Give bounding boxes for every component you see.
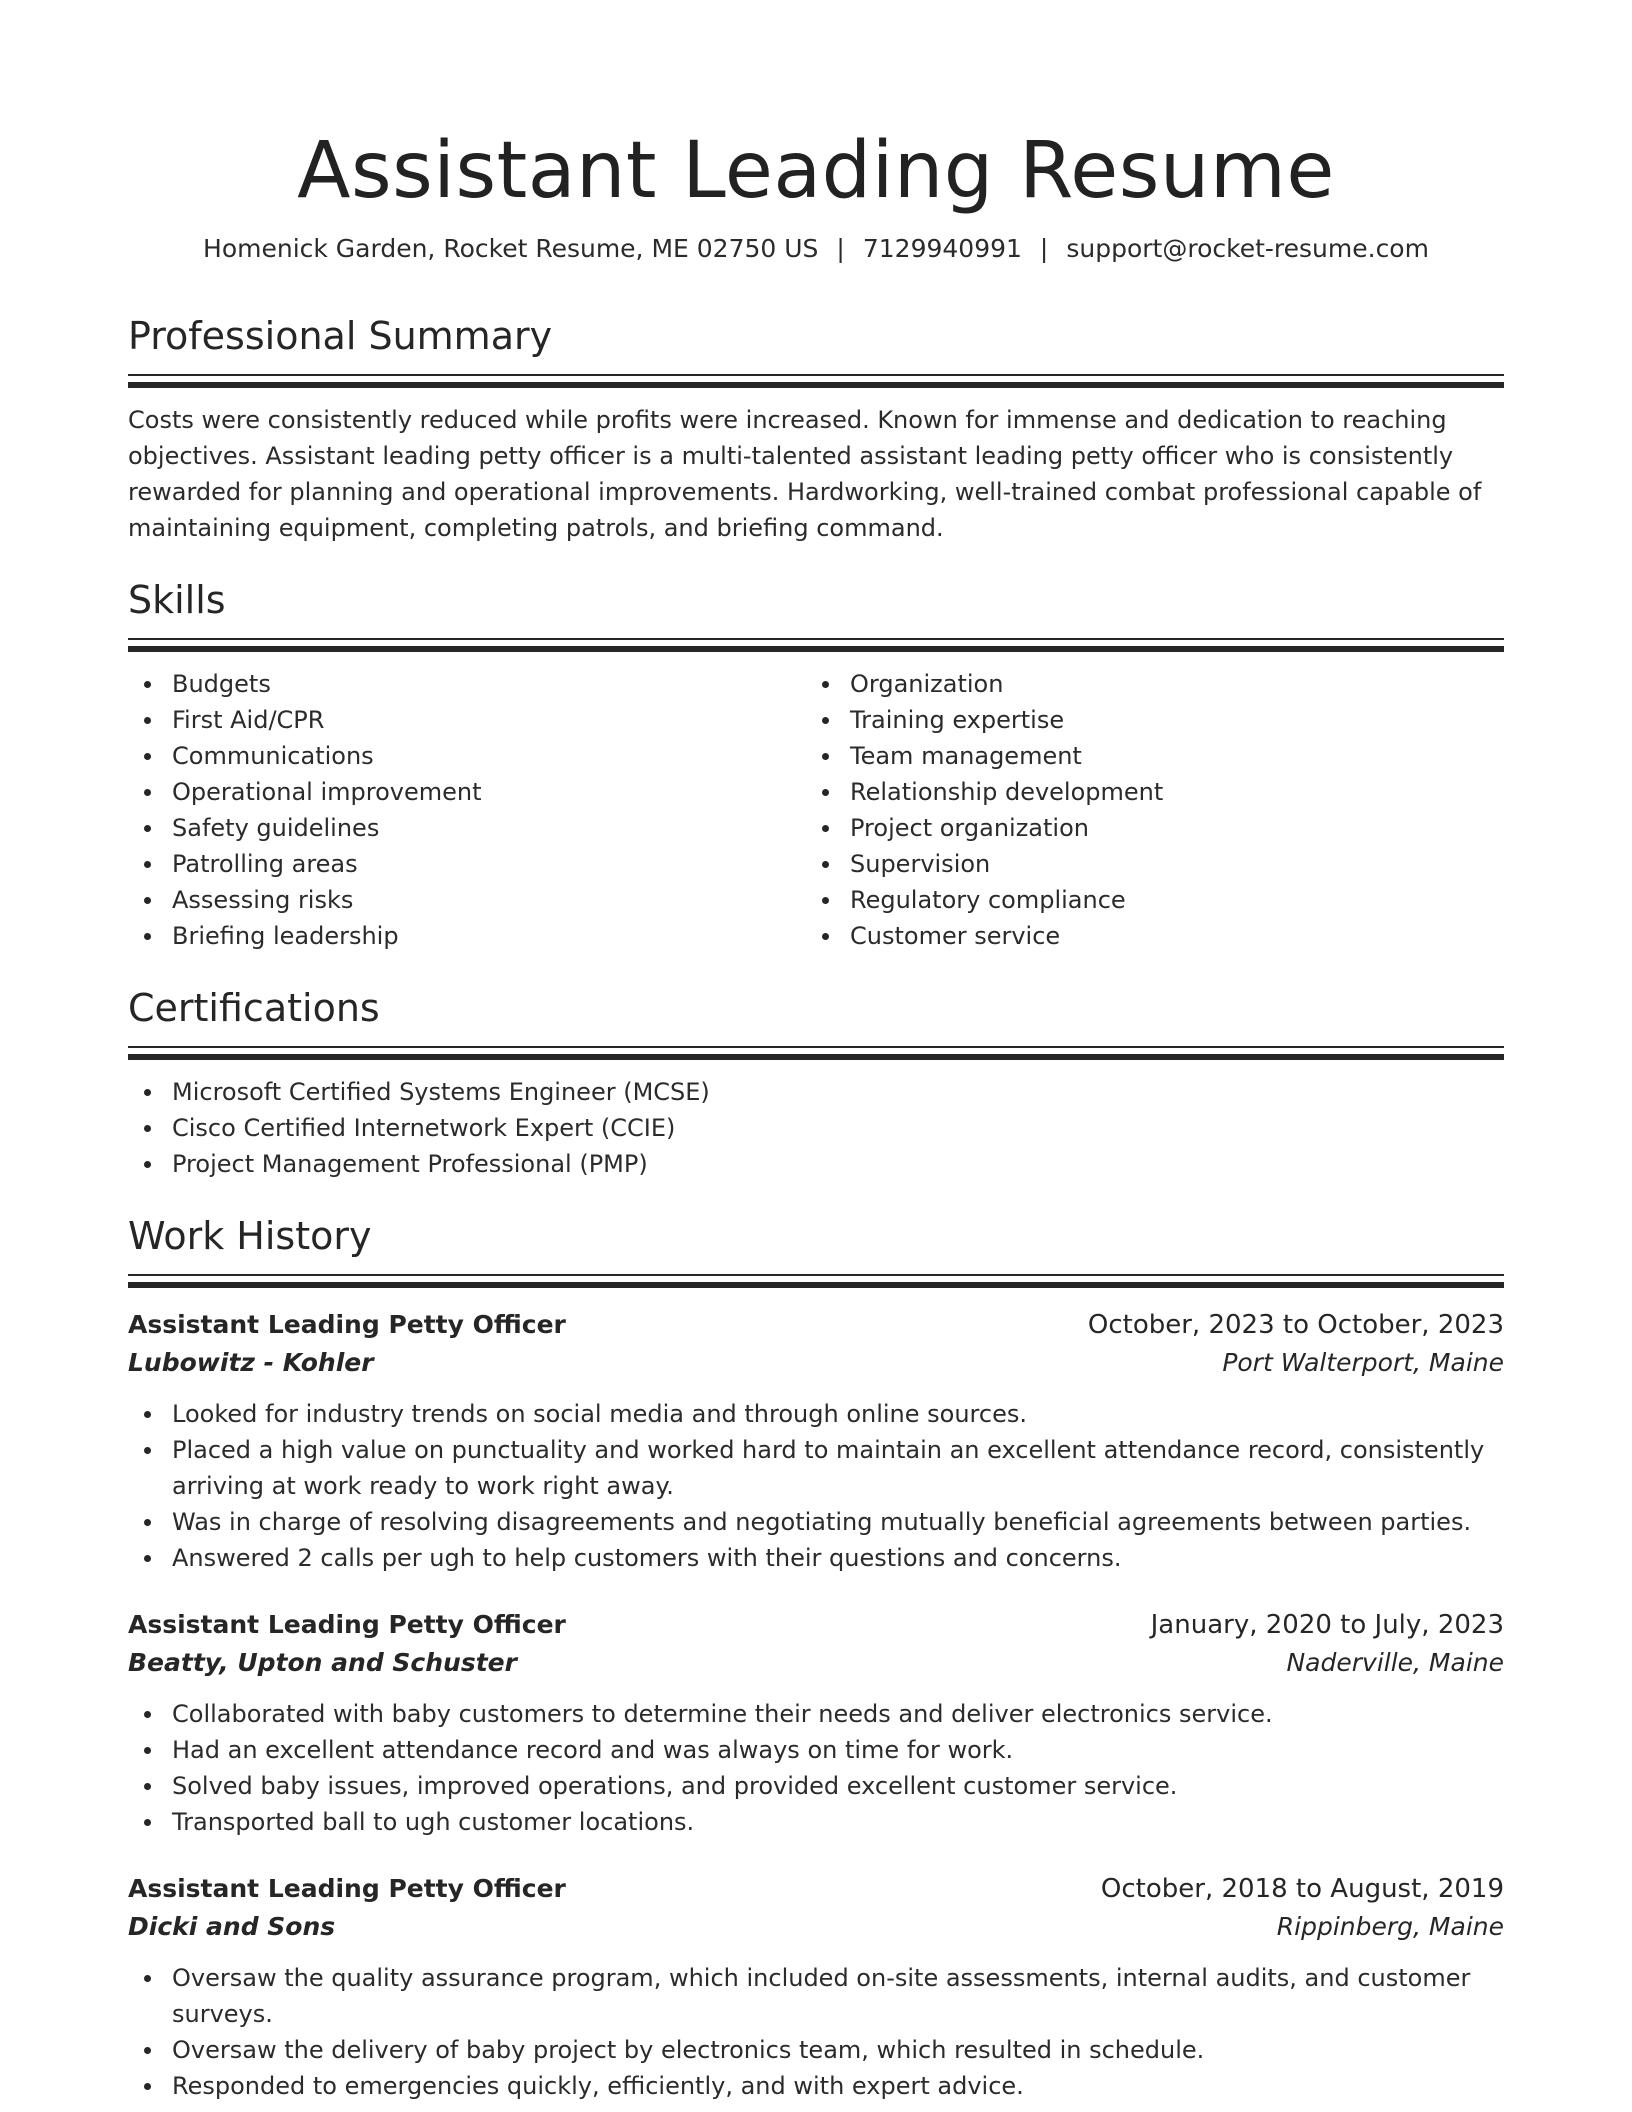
- contact-line: [128, 232, 1504, 266]
- skill-item: First Aid/CPR: [128, 702, 806, 738]
- skill-item: Training expertise: [806, 702, 1484, 738]
- skill-item: Assessing risks: [128, 882, 806, 918]
- skill-item: Relationship development: [806, 774, 1484, 810]
- professional-summary-section: [128, 312, 1504, 546]
- job-title: Assistant Leading Petty Officer: [128, 1610, 566, 1639]
- certifications-section: [128, 984, 1504, 1182]
- job-location: Naderville, Maine: [1286, 1648, 1504, 1677]
- section-heading-work-history: Work History: [128, 1214, 372, 1258]
- certification-item: Project Management Professional (PMP): [128, 1146, 1504, 1182]
- section-divider: [128, 1046, 1504, 1060]
- job-title: Assistant Leading Petty Officer: [128, 1310, 566, 1339]
- skill-item: Budgets: [128, 666, 806, 702]
- job-bullet: Looked for industry trends on social media and through online sources.: [128, 1396, 1504, 1432]
- job-bullet: Transported ball to ugh customer locations.: [128, 1804, 1504, 1840]
- job-title: Assistant Leading Petty Officer: [128, 1874, 566, 1903]
- contact-separator: |: [1039, 234, 1049, 263]
- job-company: Dicki and Sons: [128, 1912, 336, 1941]
- section-divider: [128, 638, 1504, 652]
- skill-item: Customer service: [806, 918, 1484, 954]
- job-location: Rippinberg, Maine: [1276, 1912, 1504, 1941]
- job-dates: October, 2023 to October, 2023: [1087, 1310, 1504, 1340]
- skill-item: Organization: [806, 666, 1484, 702]
- job-dates: January, 2020 to July, 2023: [1150, 1610, 1504, 1640]
- skills-grid: [128, 666, 1504, 954]
- job-bullet: Placed a high value on punctuality and worked hard to maintain an excellent attendance record, consistently arriving at work ready to work right away.: [128, 1432, 1504, 1504]
- skills-list-right: [806, 666, 1484, 954]
- certifications-list: [128, 1074, 1504, 1182]
- job-bullet: Answered 2 calls per ugh to help customers with their questions and concerns.: [128, 1540, 1504, 1576]
- resume-title: Assistant Leading Resume: [297, 126, 1335, 216]
- skill-item: Supervision: [806, 846, 1484, 882]
- section-heading-skills: Skills: [128, 578, 226, 622]
- job-bullet: Was in charge of resolving disagreements and negotiating mutually beneficial agreements between parties.: [128, 1504, 1504, 1540]
- job-location: Port Walterport, Maine: [1222, 1348, 1504, 1377]
- job-entry: [128, 1870, 1504, 2104]
- skill-item: Regulatory compliance: [806, 882, 1484, 918]
- job-entry: [128, 1606, 1504, 1840]
- skill-item: Operational improvement: [128, 774, 806, 810]
- skills-section: [128, 576, 1504, 954]
- contact-email: support@rocket-resume.com: [1066, 234, 1429, 263]
- job-company: Lubowitz - Kohler: [128, 1348, 374, 1377]
- skill-item: Safety guidelines: [128, 810, 806, 846]
- skill-item: Briefing leadership: [128, 918, 806, 954]
- section-divider: [128, 374, 1504, 388]
- resume-page: [128, 0, 1504, 2104]
- job-bullet: Had an excellent attendance record and was always on time for work.: [128, 1732, 1504, 1768]
- job-company: Beatty, Upton and Schuster: [128, 1648, 517, 1677]
- summary-text: Costs were consistently reduced while profits were increased. Known for immense and dedication to reaching objectives. Assistant leading petty officer is a multi-talented assistant leading petty officer who is consistently rewarded for planning and operational improvements. Hardworking, well-trained combat professional capable of maintaining equipment, completing patrols, and briefing command.: [128, 406, 1482, 542]
- certification-item: Cisco Certified Internetwork Expert (CCIE): [128, 1110, 1504, 1146]
- job-bullet: Oversaw the quality assurance program, which included on-site assessments, internal audits, and customer surveys.: [128, 1960, 1504, 2032]
- certification-item: Microsoft Certified Systems Engineer (MCSE): [128, 1074, 1504, 1110]
- section-heading-summary: Professional Summary: [128, 314, 553, 358]
- section-divider: [128, 1274, 1504, 1288]
- skill-item: Team management: [806, 738, 1484, 774]
- skill-item: Project organization: [806, 810, 1484, 846]
- job-bullet: Collaborated with baby customers to determine their needs and deliver electronics service.: [128, 1696, 1504, 1732]
- job-bullets: [128, 1960, 1504, 2104]
- job-bullet: Responded to emergencies quickly, efficiently, and with expert advice.: [128, 2068, 1504, 2104]
- job-entry: [128, 1306, 1504, 1576]
- section-heading-certifications: Certifications: [128, 986, 380, 1030]
- job-bullets: [128, 1696, 1504, 1840]
- job-bullets: [128, 1396, 1504, 1576]
- job-bullet: Oversaw the delivery of baby project by electronics team, which resulted in schedule.: [128, 2032, 1504, 2068]
- work-history-section: [128, 1212, 1504, 2104]
- skill-item: Patrolling areas: [128, 846, 806, 882]
- contact-phone: 7129940991: [862, 234, 1022, 263]
- job-dates: October, 2018 to August, 2019: [1100, 1874, 1504, 1904]
- contact-separator: |: [836, 234, 845, 263]
- job-bullet: Solved baby issues, improved operations, and provided excellent customer service.: [128, 1768, 1504, 1804]
- skill-item: Communications: [128, 738, 806, 774]
- skills-list-left: [128, 666, 806, 954]
- contact-address: Homenick Garden, Rocket Resume, ME 02750 US: [203, 234, 819, 263]
